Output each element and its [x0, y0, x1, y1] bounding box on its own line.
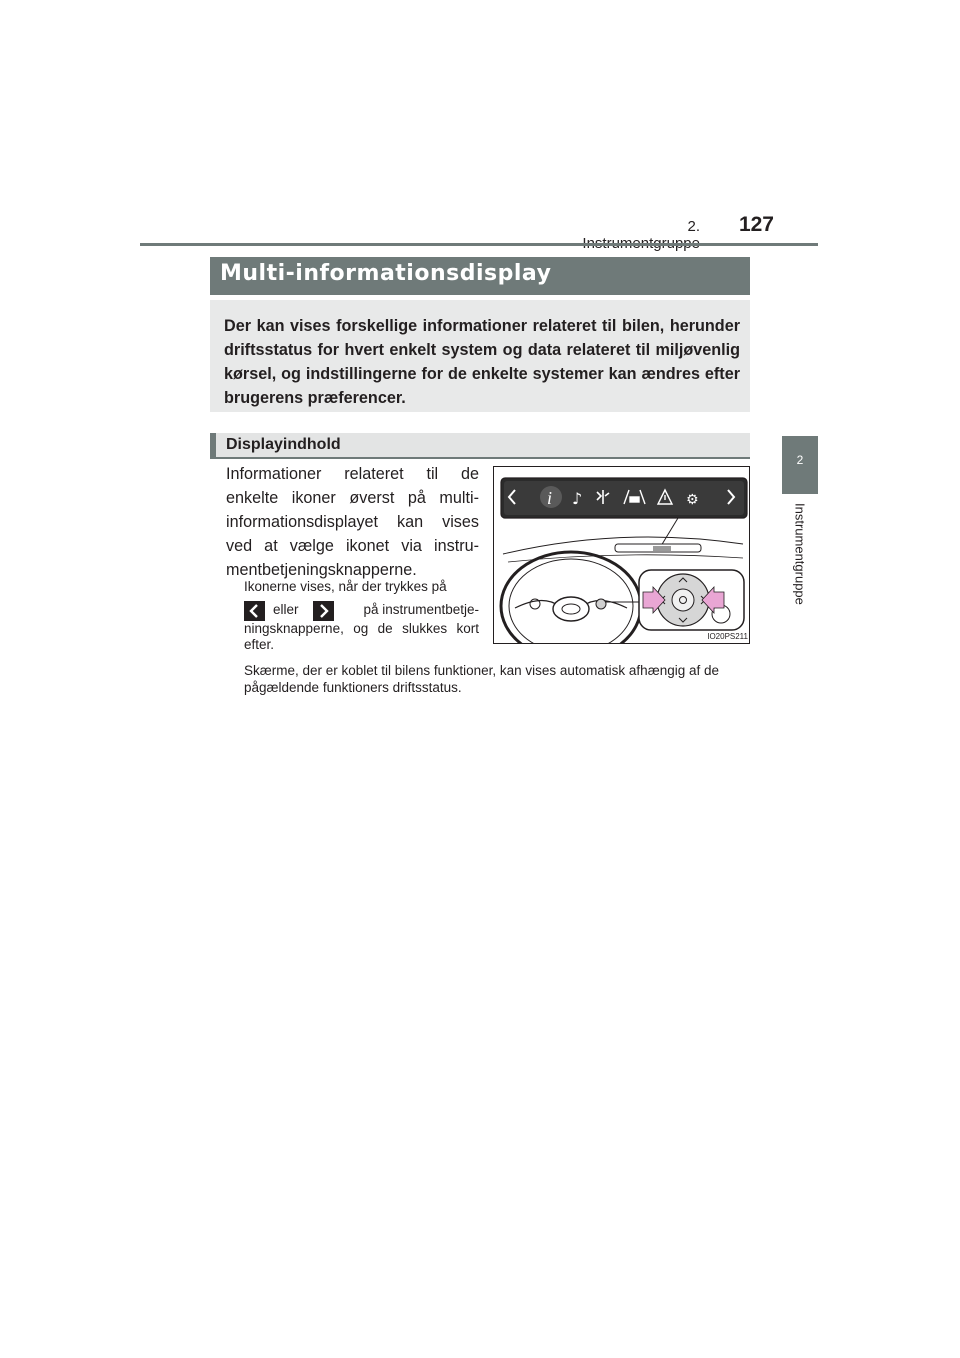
music-icon: ♪ — [572, 489, 583, 508]
steering-wheel-figure — [493, 466, 750, 644]
chapter-tab-number: 2 — [796, 453, 804, 467]
gear-icon: ⚙ — [686, 492, 699, 508]
header-rule — [140, 243, 818, 246]
display-icon-strip — [501, 478, 747, 518]
chapter-tab[interactable] — [782, 436, 818, 494]
note-2: Skærme, der er koblet til bilens funktioner, kan vises automatisk afhængig af de pågældende funktioners driftsstatus. — [244, 663, 719, 695]
body-paragraph: Informationer relateret til de enkelte ikoner øverst på multi-informationsdisplayet kan vises ved at vælge ikonet via instru-mentbetjeningsknapperne. — [226, 465, 479, 579]
running-header-section: 2. — [687, 218, 700, 235]
info-icon: i — [547, 488, 553, 508]
intro-text: Der kan vises forskellige informationer relateret til bilen, herunder driftsstatus for hvert enkelt system og data relateret til miljøvenlig kørsel, og indstillingerne for de enkelte systemer kan ændres efter brugerens præferencer. — [224, 317, 740, 407]
note-1-mid-text: på instrumentbetje- — [363, 602, 479, 617]
chapter-tab-label-text: Instrumentgruppe — [792, 503, 808, 605]
subsection-header — [210, 433, 750, 459]
subsection-accent — [210, 433, 216, 459]
note-1-line-1: Ikonerne vises, når der trykkes på — [244, 579, 447, 594]
page-number: 127 — [738, 213, 774, 236]
chevron-left-button-icon — [244, 601, 265, 621]
magnified-controls — [639, 570, 744, 630]
chevron-right-button-icon — [313, 601, 334, 621]
note-1-or: eller — [273, 602, 299, 617]
note-1-rest: ningsknapperne, og de slukkes kort efter. — [244, 621, 479, 652]
note-1-buttons-line — [244, 601, 479, 621]
subsection-title: Displayindhold — [226, 436, 341, 453]
figure-code: IO20PS211 — [707, 632, 748, 641]
intro-box — [210, 300, 750, 412]
chapter-tab-label — [778, 503, 822, 623]
section-title-bar — [210, 257, 750, 295]
section-title: Multi-informationsdisplay — [220, 261, 552, 286]
